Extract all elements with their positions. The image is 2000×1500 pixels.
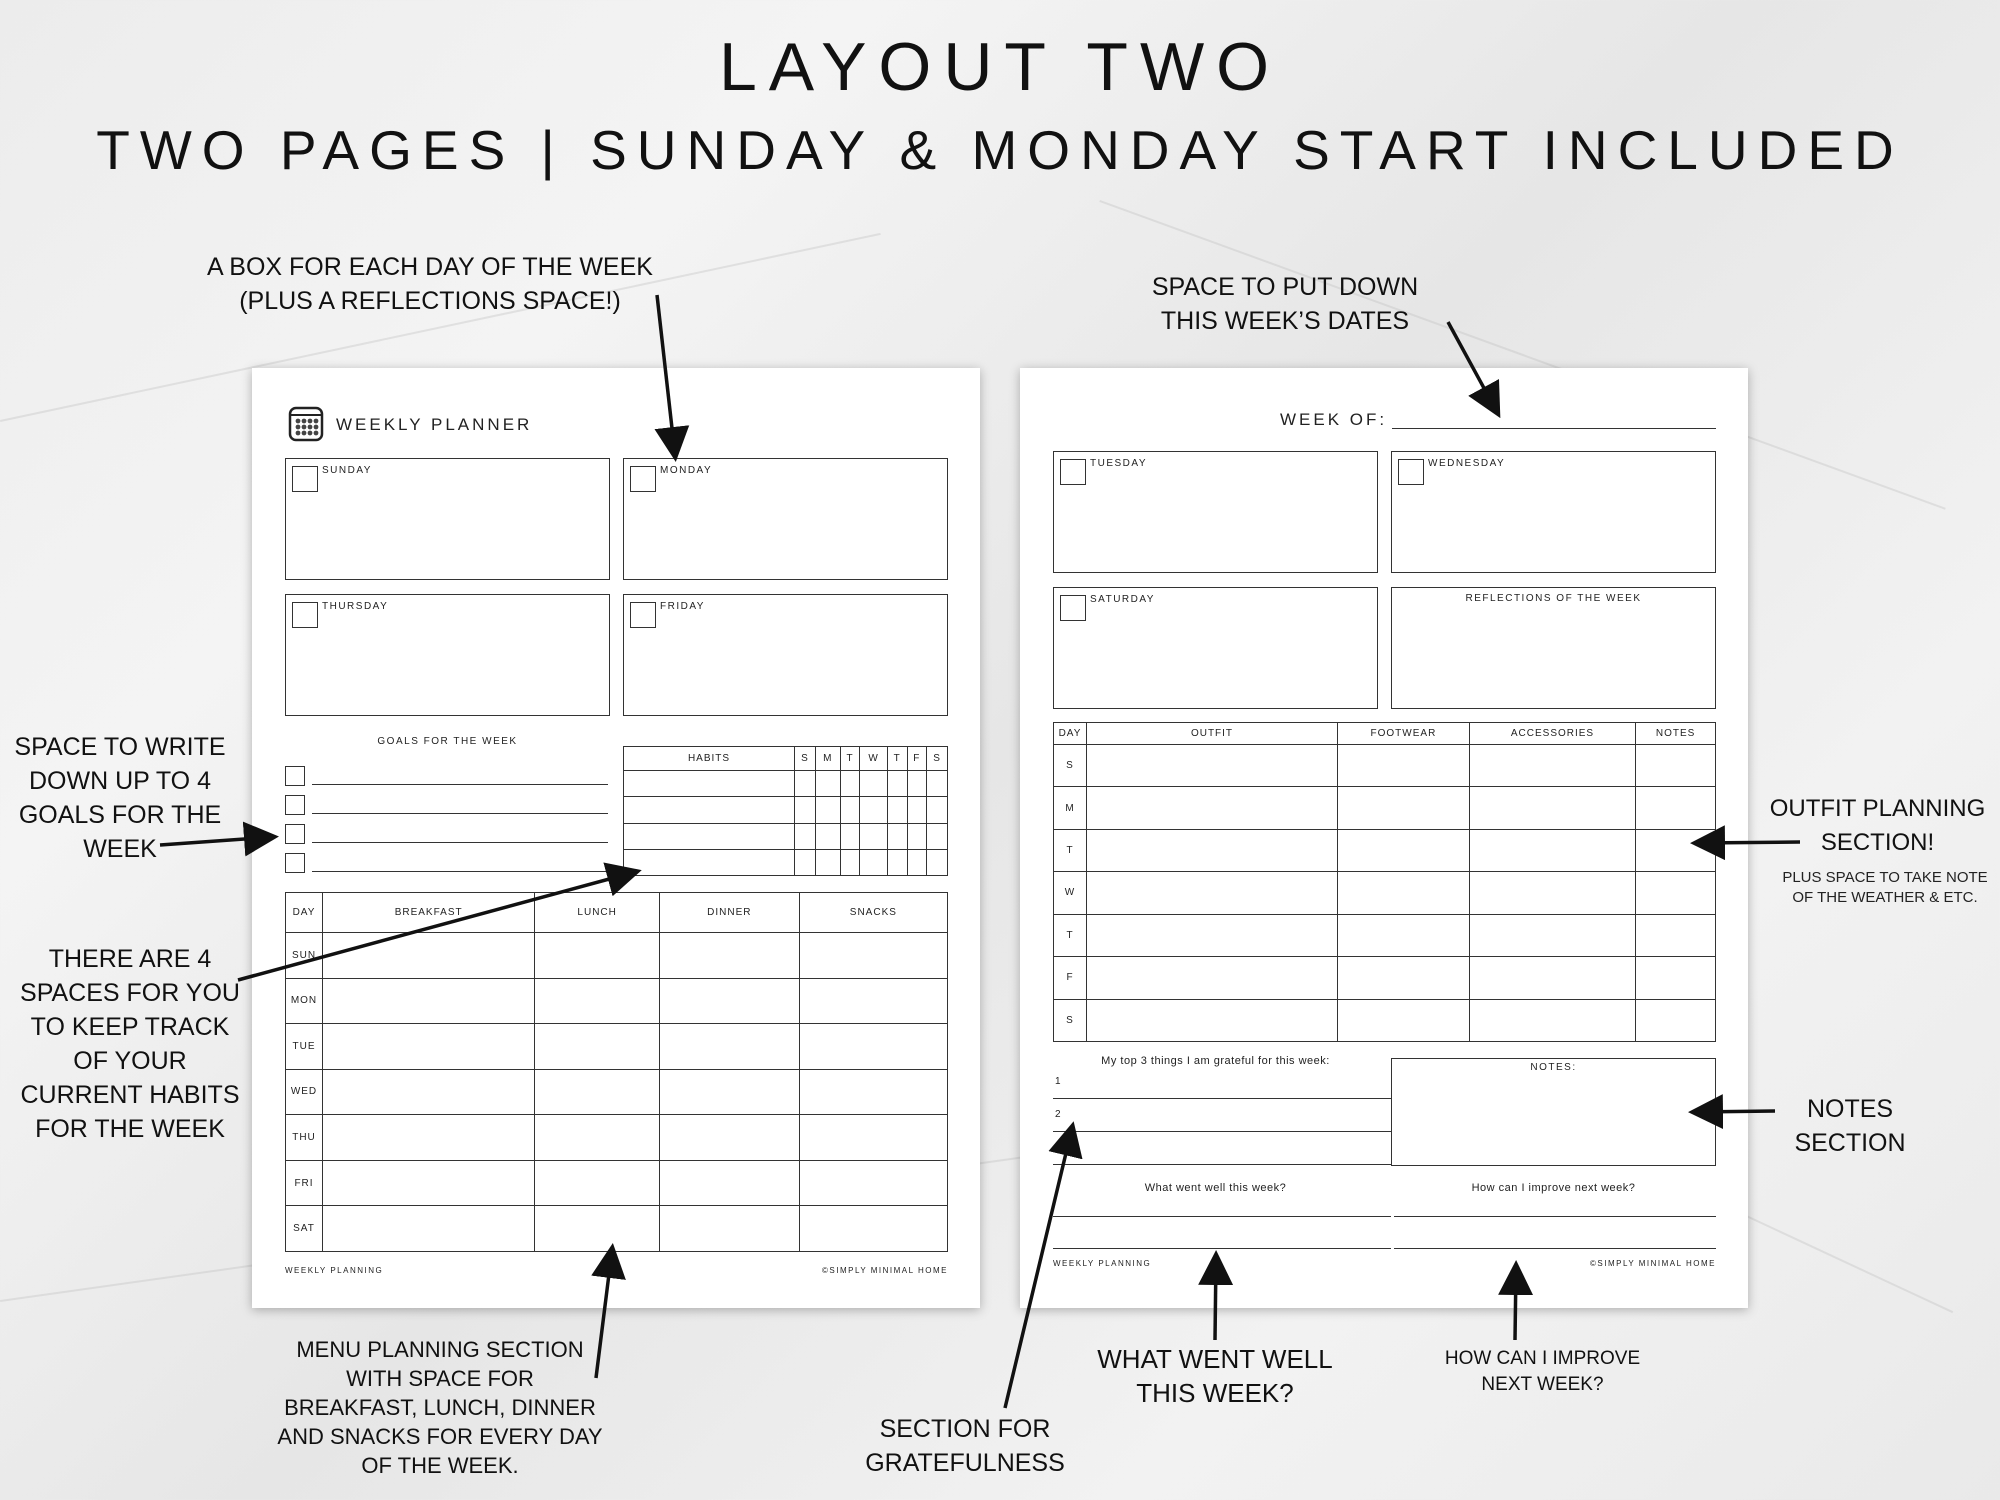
annotation-line: WITH SPACE FOR bbox=[346, 1366, 534, 1391]
habit-day-header: S bbox=[795, 747, 816, 771]
arrow-to-improve bbox=[1515, 1267, 1516, 1340]
improve-title: How can I improve next week? bbox=[1471, 1182, 1636, 1194]
arrow-to-monday bbox=[657, 295, 675, 455]
footer-left: WEEKLY PLANNING bbox=[285, 1266, 384, 1275]
habits-header: HABITS bbox=[624, 747, 795, 771]
outfit-day: T bbox=[1054, 914, 1087, 956]
annotation-line: THIS WEEK? bbox=[1136, 1378, 1294, 1408]
arrow-to-menu bbox=[596, 1250, 612, 1378]
day-label: THURSDAY bbox=[322, 601, 389, 612]
day-label: TUESDAY bbox=[1090, 458, 1147, 469]
grateful-number: 3 bbox=[1055, 1142, 1063, 1153]
outfit-day: F bbox=[1054, 957, 1087, 999]
menu-header: DAY bbox=[286, 893, 323, 933]
habit-day-header: T bbox=[887, 747, 907, 771]
day-label: SATURDAY bbox=[1090, 594, 1155, 605]
arrow-to-goals bbox=[160, 837, 272, 845]
arrow-to-week-of bbox=[1448, 322, 1497, 412]
menu-header: SNACKS bbox=[799, 893, 947, 933]
main-title: LAYOUT TWO bbox=[718, 29, 1282, 105]
menu-header: DINNER bbox=[659, 893, 799, 933]
grateful-number: 2 bbox=[1055, 1109, 1063, 1120]
menu-day: SAT bbox=[286, 1206, 323, 1252]
annotation-line: OF THE WEEK. bbox=[361, 1453, 519, 1478]
subtitle: TWO PAGES | SUNDAY & MONDAY START INCLUDED bbox=[96, 119, 1904, 181]
annotation-line: (PLUS A REFLECTIONS SPACE!) bbox=[239, 287, 621, 315]
menu-day: FRI bbox=[286, 1160, 323, 1206]
arrow-to-went-well bbox=[1215, 1257, 1216, 1340]
outfit-day: M bbox=[1054, 787, 1087, 829]
footer-left: WEEKLY PLANNING bbox=[1053, 1259, 1152, 1268]
menu-day: MON bbox=[286, 978, 323, 1024]
habit-day-header: F bbox=[907, 747, 927, 771]
menu-header: LUNCH bbox=[535, 893, 660, 933]
annotation-line: BREAKFAST, LUNCH, DINNER bbox=[284, 1395, 596, 1420]
outfit-day: S bbox=[1054, 745, 1087, 787]
annotation-line: THERE ARE 4 bbox=[48, 945, 212, 973]
outfit-header: ACCESSORIES bbox=[1469, 723, 1635, 745]
day-label: FRIDAY bbox=[660, 601, 705, 612]
menu-day: WED bbox=[286, 1069, 323, 1115]
outfit-header: OUTFIT bbox=[1087, 723, 1338, 745]
annotation-line: PLUS SPACE TO TAKE NOTE bbox=[1782, 869, 1988, 886]
arrow-to-habits bbox=[238, 872, 635, 980]
arrow-to-outfit bbox=[1697, 842, 1800, 843]
outfit-day: T bbox=[1054, 829, 1087, 871]
annotation-line: OF THE WEATHER & ETC. bbox=[1792, 889, 1978, 906]
annotation-line: HOW CAN I IMPROVE bbox=[1444, 1348, 1641, 1369]
footer-right: ©SIMPLY MINIMAL HOME bbox=[1590, 1259, 1716, 1268]
annotation-line: DOWN UP TO 4 bbox=[29, 767, 211, 795]
menu-day: THU bbox=[286, 1115, 323, 1161]
annotation-line: SECTION! bbox=[1820, 829, 1935, 856]
annotation-line: NOTES bbox=[1806, 1095, 1894, 1123]
menu-day: SUN bbox=[286, 933, 323, 979]
day-label: SUNDAY bbox=[322, 465, 372, 476]
annotation-line: AND SNACKS FOR EVERY DAY bbox=[277, 1424, 603, 1449]
footer-right: ©SIMPLY MINIMAL HOME bbox=[822, 1266, 948, 1275]
annotation-line: CURRENT HABITS bbox=[20, 1081, 240, 1109]
annotation-line: SPACE TO PUT DOWN bbox=[1151, 273, 1419, 301]
annotation-line: SECTION FOR bbox=[879, 1415, 1051, 1443]
annotation-line: MENU PLANNING SECTION bbox=[296, 1337, 584, 1362]
habit-day-header: M bbox=[815, 747, 840, 771]
notes-label: NOTES: bbox=[1530, 1062, 1577, 1073]
outfit-header: DAY bbox=[1054, 723, 1087, 745]
annotation-line: SPACE TO WRITE bbox=[14, 733, 226, 761]
day-label: MONDAY bbox=[660, 465, 713, 476]
annotation-line: WEEK bbox=[83, 835, 157, 863]
annotation-line: FOR THE WEEK bbox=[35, 1115, 225, 1143]
annotation-line: GOALS FOR THE bbox=[18, 801, 222, 829]
day-label: WEDNESDAY bbox=[1428, 458, 1506, 469]
grateful-number: 1 bbox=[1055, 1076, 1063, 1087]
habit-day-header: T bbox=[840, 747, 860, 771]
arrow-to-notes bbox=[1695, 1111, 1775, 1112]
went-well-title: What went well this week? bbox=[1144, 1182, 1287, 1194]
annotation-line: TO KEEP TRACK bbox=[30, 1013, 230, 1041]
arrow-to-grateful bbox=[1005, 1128, 1072, 1408]
annotation-line: SECTION bbox=[1794, 1129, 1906, 1157]
grateful-title: My top 3 things I am grateful for this week: bbox=[1101, 1055, 1330, 1067]
planner-heading: WEEKLY PLANNER bbox=[336, 415, 533, 434]
annotation-line: THIS WEEK’S DATES bbox=[1160, 307, 1410, 335]
menu-day: TUE bbox=[286, 1024, 323, 1070]
annotation-line: WHAT WENT WELL bbox=[1097, 1344, 1333, 1374]
annotation-line: SPACES FOR YOU bbox=[20, 979, 240, 1007]
outfit-header: NOTES bbox=[1636, 723, 1716, 745]
habit-day-header: S bbox=[927, 747, 948, 771]
annotation-line: GRATEFULNESS bbox=[865, 1449, 1065, 1477]
outfit-day: W bbox=[1054, 872, 1087, 914]
goals-title: GOALS FOR THE WEEK bbox=[377, 736, 518, 747]
annotation-line: NEXT WEEK? bbox=[1481, 1374, 1604, 1395]
habit-day-header: W bbox=[860, 747, 888, 771]
outfit-day: S bbox=[1054, 999, 1087, 1041]
menu-header: BREAKFAST bbox=[323, 893, 535, 933]
annotation-line: OUTFIT PLANNING bbox=[1769, 795, 1986, 822]
week-of-label: WEEK OF: bbox=[1280, 410, 1388, 429]
outfit-header: FOOTWEAR bbox=[1338, 723, 1470, 745]
annotation-line: A BOX FOR EACH DAY OF THE WEEK bbox=[207, 253, 653, 281]
reflections-label: REFLECTIONS OF THE WEEK bbox=[1465, 593, 1642, 604]
annotation-line: OF YOUR bbox=[73, 1047, 187, 1075]
